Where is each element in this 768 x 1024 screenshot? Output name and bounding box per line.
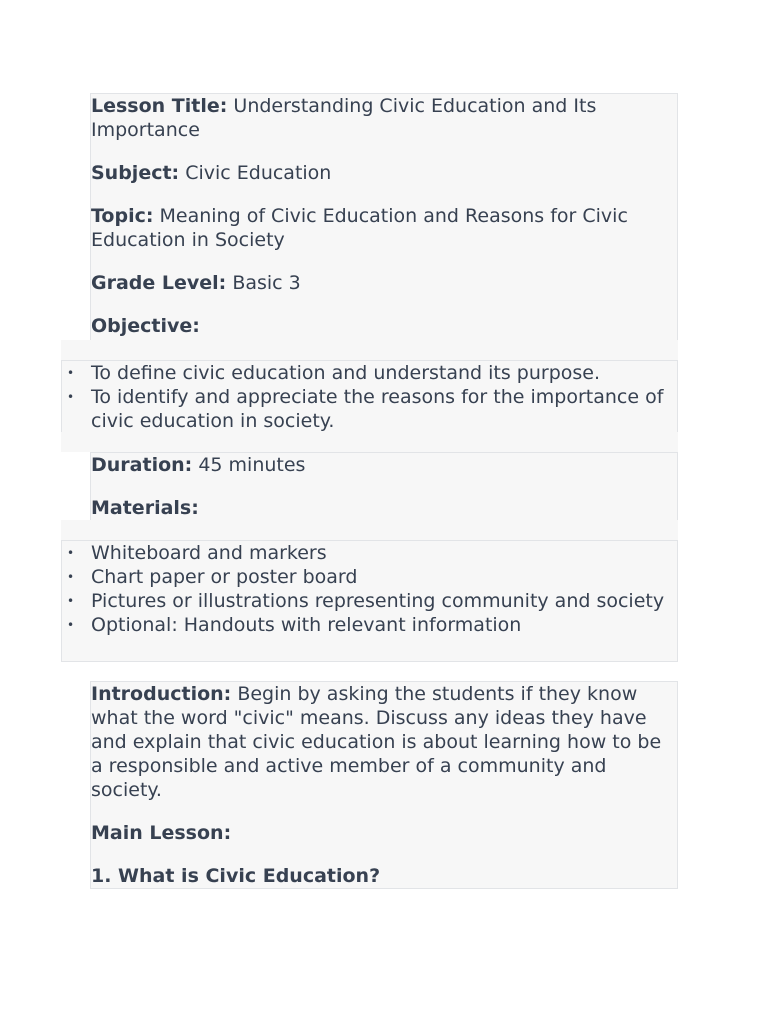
- materials-list-block: [61, 540, 678, 662]
- materials-item-text: Whiteboard and markers: [91, 542, 327, 564]
- duration-label: Duration:: [91, 454, 193, 476]
- subject-value: Civic Education: [185, 162, 332, 184]
- materials-item-text: Optional: Handouts with relevant information: [91, 614, 522, 636]
- objective-item-text: To define civic education and understand its purpose.: [91, 362, 601, 384]
- materials-label: Materials:: [91, 497, 199, 519]
- list-item: [67, 613, 677, 637]
- bullet-icon: •: [67, 618, 75, 632]
- section-1-heading: 1. What is Civic Education?: [91, 865, 381, 887]
- lesson-title-line: [91, 94, 677, 142]
- duration-line: [91, 453, 677, 477]
- objective-list-block: [61, 360, 678, 433]
- main-lesson-heading: [91, 821, 677, 845]
- topic-value: Meaning of Civic Education and Reasons for Civic Education in Society: [91, 205, 628, 251]
- duration-materials-block: [90, 452, 678, 521]
- list-item: [67, 565, 677, 589]
- introduction-value: Begin by asking the students if they know what the word "civic" means. Discuss any ideas they have and explain that civic education is about learning how to be a responsible and active member of a community and society.: [91, 683, 662, 801]
- lesson-title-label: Lesson Title:: [91, 95, 228, 117]
- bullet-icon: •: [67, 570, 75, 584]
- materials-item-text: Chart paper or poster board: [91, 566, 358, 588]
- grade-level-value: Basic 3: [232, 272, 301, 294]
- section-heading: [91, 864, 677, 888]
- topic-line: [91, 204, 677, 252]
- separator-strip: [61, 520, 678, 540]
- main-lesson-label: Main Lesson:: [91, 822, 232, 844]
- list-item: [67, 541, 677, 565]
- introduction-line: [91, 682, 677, 802]
- objective-item-text: To identify and appreciate the reasons for the importance of civic education in society.: [91, 386, 664, 432]
- lesson-title-value: Understanding Civic Education and Its Importance: [91, 95, 597, 141]
- objective-label: Objective:: [91, 315, 200, 337]
- introduction-block: [90, 681, 678, 889]
- bullet-icon: •: [67, 366, 75, 380]
- topic-label: Topic:: [91, 205, 154, 227]
- bullet-icon: •: [67, 390, 75, 404]
- bullet-icon: •: [67, 546, 75, 560]
- bullet-icon: •: [67, 594, 75, 608]
- subject-label: Subject:: [91, 162, 180, 184]
- objective-list: [62, 361, 677, 433]
- separator-strip: [61, 340, 678, 360]
- materials-list: [62, 541, 677, 637]
- duration-value: 45 minutes: [198, 454, 306, 476]
- materials-item-text: Pictures or illustrations representing community and society: [91, 590, 665, 612]
- list-item: [67, 589, 677, 613]
- lesson-header-block: [90, 93, 678, 341]
- introduction-label: Introduction:: [91, 683, 232, 705]
- objective-heading: [91, 314, 677, 338]
- subject-line: [91, 161, 677, 185]
- materials-heading: [91, 496, 677, 520]
- list-item: [67, 385, 677, 433]
- list-item: [67, 361, 677, 385]
- separator-strip: [61, 432, 678, 452]
- grade-level-label: Grade Level:: [91, 272, 227, 294]
- grade-level-line: [91, 271, 677, 295]
